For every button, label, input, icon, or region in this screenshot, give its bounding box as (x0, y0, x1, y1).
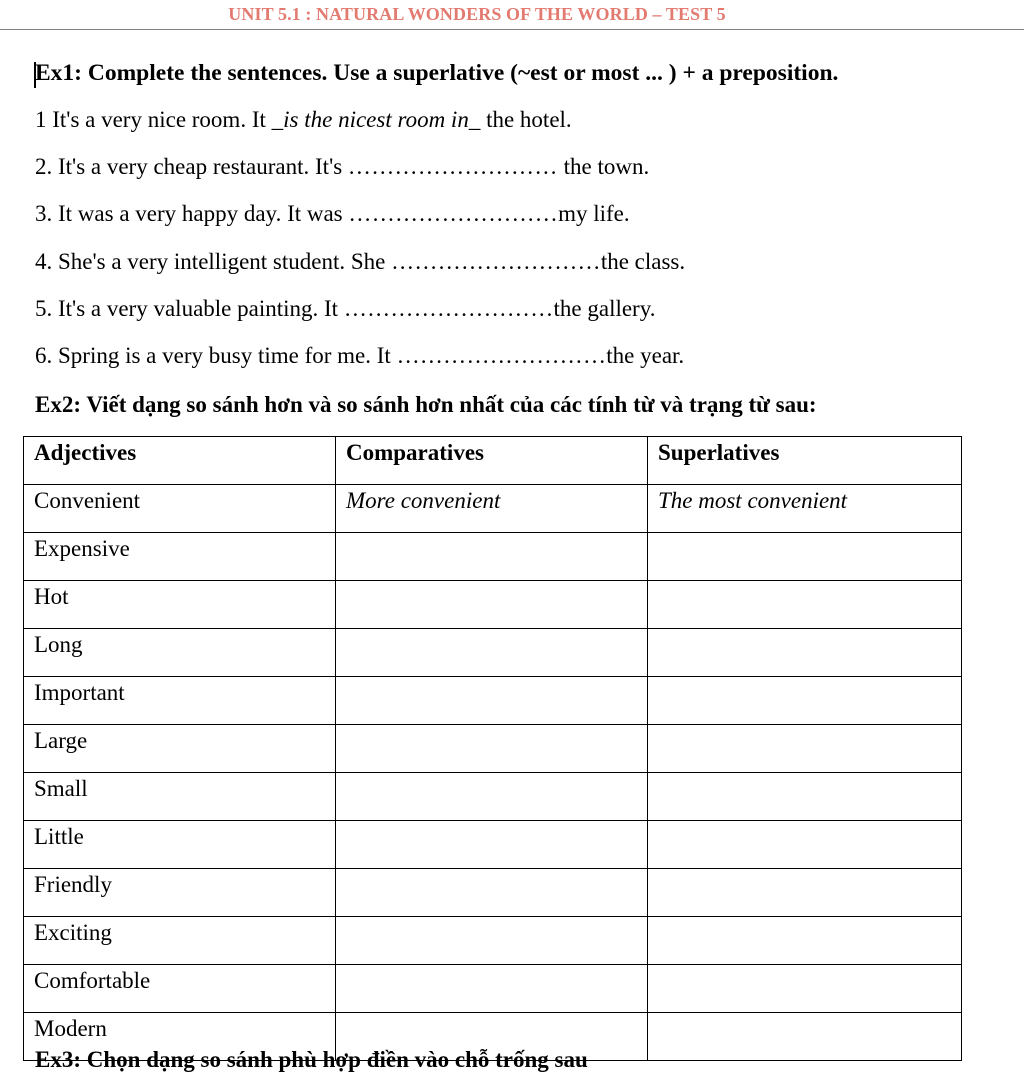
comparative-cell[interactable] (336, 533, 648, 581)
comparative-cell[interactable] (336, 869, 648, 917)
comparative-cell: More convenient (336, 485, 648, 533)
answer-blank[interactable]: ……………………… (396, 343, 607, 368)
comparative-cell[interactable] (336, 821, 648, 869)
sentence-text: the year. (606, 343, 685, 368)
table-row (24, 533, 962, 581)
adjective-cell: Small (24, 773, 336, 821)
adjective-cell: Exciting (24, 917, 336, 965)
answer-blank[interactable]: ……………………… (348, 201, 559, 226)
sentence-text: the class. (600, 249, 686, 274)
adjective-cell: Friendly (24, 869, 336, 917)
table-row (24, 485, 962, 533)
ex1-sentence-5 (35, 296, 655, 322)
adjective-cell: Comfortable (24, 965, 336, 1013)
superlative-cell[interactable] (648, 629, 962, 677)
table-row (24, 677, 962, 725)
superlative-cell[interactable] (648, 773, 962, 821)
adjective-cell: Hot (24, 581, 336, 629)
superlative-cell: The most convenient (648, 485, 962, 533)
sentence-text: 2. It's a very cheap restaurant. It's (35, 154, 348, 179)
adjective-cell: Long (24, 629, 336, 677)
column-header-superlatives: Superlatives (648, 437, 962, 485)
table-row (24, 629, 962, 677)
superlative-cell[interactable] (648, 821, 962, 869)
example-answer: _is the nicest room in_ (271, 107, 481, 132)
comparative-cell[interactable] (336, 581, 648, 629)
table-row (24, 725, 962, 773)
sentence-text: 6. Spring is a very busy time for me. It (35, 343, 397, 368)
comparative-cell[interactable] (336, 677, 648, 725)
table-row (24, 917, 962, 965)
superlative-cell[interactable] (648, 533, 962, 581)
comparative-cell[interactable] (336, 725, 648, 773)
superlative-cell[interactable] (648, 725, 962, 773)
ex1-sentence-1 (35, 107, 572, 133)
superlative-cell[interactable] (648, 677, 962, 725)
adjective-cell: Convenient (24, 485, 336, 533)
table-header-row (24, 437, 962, 485)
answer-blank[interactable]: ……………………… (347, 154, 564, 179)
table-row (24, 869, 962, 917)
answer-blank[interactable]: ……………………… (391, 249, 601, 274)
comparative-cell[interactable] (336, 773, 648, 821)
table-row (24, 773, 962, 821)
comparison-table (23, 436, 962, 1061)
comparative-cell[interactable] (336, 629, 648, 677)
comparative-cell[interactable] (336, 965, 648, 1013)
sentence-text: my life. (558, 201, 630, 226)
answer-blank[interactable]: ……………………… (343, 296, 554, 321)
sentence-text: the gallery. (553, 296, 656, 321)
ex3-heading: Ex3: Chọn dạng so sánh phù hợp điền vào chỗ trống sau (35, 1047, 588, 1072)
sentence-text: 5. It's a very valuable painting. It (35, 296, 344, 321)
superlative-cell[interactable] (648, 581, 962, 629)
ex2-heading: Ex2: Viết dạng so sánh hơn và so sánh hơn nhất của các tính từ và trạng từ sau: (35, 392, 817, 417)
sentence-text: 3. It was a very happy day. It was (35, 201, 349, 226)
table-row (24, 821, 962, 869)
ex1-heading: Ex1: Complete the sentences. Use a superlative (~est or most ... ) + a preposition. (35, 60, 839, 86)
page-title: UNIT 5.1 : NATURAL WONDERS OF THE WORLD – TEST 5 (228, 4, 726, 24)
adjective-cell: Important (24, 677, 336, 725)
superlative-cell[interactable] (648, 965, 962, 1013)
table-row (24, 965, 962, 1013)
column-header-adjectives: Adjectives (24, 437, 336, 485)
ex3-heading-cropped (35, 1047, 735, 1072)
column-header-comparatives: Comparatives (336, 437, 648, 485)
adjective-cell: Little (24, 821, 336, 869)
ex1-sentence-4 (35, 249, 685, 275)
ex1-sentence-2 (35, 154, 649, 180)
sentence-text: the town. (563, 154, 650, 179)
ex1-sentence-3 (35, 201, 630, 227)
sentence-text: the hotel. (480, 107, 572, 132)
adjective-cell: Modern (24, 1013, 336, 1061)
superlative-cell[interactable] (648, 917, 962, 965)
adjective-cell: Large (24, 725, 336, 773)
ex1-sentence-6 (35, 343, 684, 369)
sentence-text: 4. She's a very intelligent student. She (35, 249, 392, 274)
adjective-cell: Expensive (24, 533, 336, 581)
superlative-cell[interactable] (648, 869, 962, 917)
page-header (0, 0, 1024, 30)
comparative-cell[interactable] (336, 917, 648, 965)
sentence-text: 1 It's a very nice room. It (35, 107, 272, 132)
table-row (24, 581, 962, 629)
